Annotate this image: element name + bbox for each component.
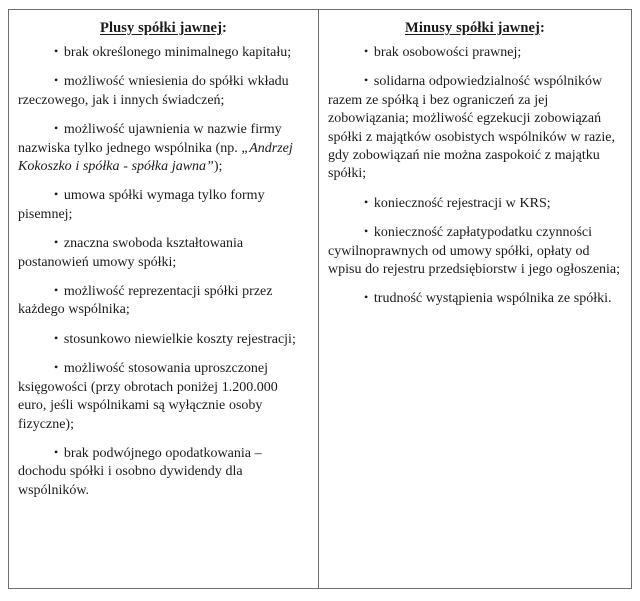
list-item — [328, 222, 622, 279]
list-item — [18, 443, 309, 500]
list-item-text: możliwość reprezentacji spółki przez każdego wspólnika; — [18, 284, 273, 318]
column-header-pros — [18, 19, 309, 37]
list-item — [18, 281, 309, 320]
column-header-pros-text: Plusy spółki jawnej — [100, 20, 222, 36]
list-item-text: brak podwójnego opodatkowania – dochodu spółki i osobno dywidendy dla wspólników. — [18, 445, 262, 498]
list-item-text-italic: „Andrzej Kokoszko i spółka - spółka jawna” — [18, 140, 293, 175]
list-item — [328, 71, 622, 183]
list-item — [328, 193, 622, 213]
bullet-icon: • — [54, 73, 59, 88]
column-header-pros-suffix: : — [222, 20, 227, 36]
list-item-text: brak określonego minimalnego kapitału; — [63, 45, 292, 60]
list-item-text: solidarna odpowiedzialność wspólników razem ze spółką i bez ograniczeń za jej zobowiązania; możliwość egzekucji zobowiązań spółki z majątków osobistych wspólników w razie, gdy zobowiązań nie można zaspokoić z majątku spółki; — [328, 74, 615, 182]
list-item — [18, 42, 309, 62]
bullet-icon: • — [54, 444, 59, 459]
list-item — [18, 119, 309, 176]
table-column-pros — [9, 10, 319, 588]
list-item — [18, 71, 309, 110]
bullet-icon: • — [54, 44, 59, 58]
list-item-text: znaczna swoboda kształtowania postanowień umowy spółki; — [18, 236, 244, 270]
list-item — [18, 233, 309, 272]
list-item-text: możliwość wniesienia do spółki wkładu rzeczowego, jak i innych świadczeń; — [18, 74, 289, 108]
bullet-icon: • — [54, 121, 59, 136]
list-item-text-after: ); — [213, 159, 223, 175]
column-header-cons-suffix: : — [540, 20, 545, 36]
list-item-text: umowa spółki wymaga tylko formy pisemnej; — [18, 188, 265, 222]
table-column-cons — [319, 10, 631, 588]
list-item-text: możliwość stosowania uproszczonej księgowości (przy obrotach poniżej 1.200.000 euro, jeśli wspólnikami są wyłącznie osoby fizyczne); — [18, 361, 278, 432]
bullet-icon: • — [54, 283, 59, 298]
bullet-icon: • — [364, 224, 369, 239]
bullet-icon: • — [364, 44, 369, 58]
bullet-icon: • — [364, 73, 369, 88]
list-item — [18, 329, 309, 349]
list-item — [18, 358, 309, 434]
bullet-icon: • — [364, 290, 369, 305]
comparison-table — [8, 9, 632, 589]
list-item-text: konieczność rejestracji w KRS; — [373, 195, 551, 211]
list-item — [328, 288, 622, 308]
list-item — [18, 185, 309, 224]
bullet-icon: • — [54, 330, 59, 345]
bullet-icon: • — [364, 194, 369, 209]
column-header-cons-text: Minusy spółki jawnej — [405, 20, 540, 36]
pros-list — [18, 42, 309, 500]
list-item — [328, 42, 622, 62]
bullet-icon: • — [54, 187, 59, 202]
bullet-icon: • — [54, 235, 59, 250]
column-header-cons — [328, 19, 622, 37]
cons-list — [328, 42, 622, 309]
list-item-text-before: możliwość ujawnienia w nazwie firmy nazwiska tylko jednego wspólnika (np. — [18, 122, 282, 156]
list-item-text: brak osobowości prawnej; — [373, 45, 522, 60]
bullet-icon: • — [54, 360, 59, 375]
list-item-text: trudność wystąpienia wspólnika ze spółki. — [373, 291, 612, 307]
list-item-text: stosunkowo niewielkie koszty rejestracji; — [63, 331, 296, 347]
list-item-text: konieczność zapłatypodatku czynności cywilnoprawnych od umowy spółki, opłaty od wpisu do rejestru przedsiębiorstw i jego ogłoszenia; — [328, 225, 621, 278]
